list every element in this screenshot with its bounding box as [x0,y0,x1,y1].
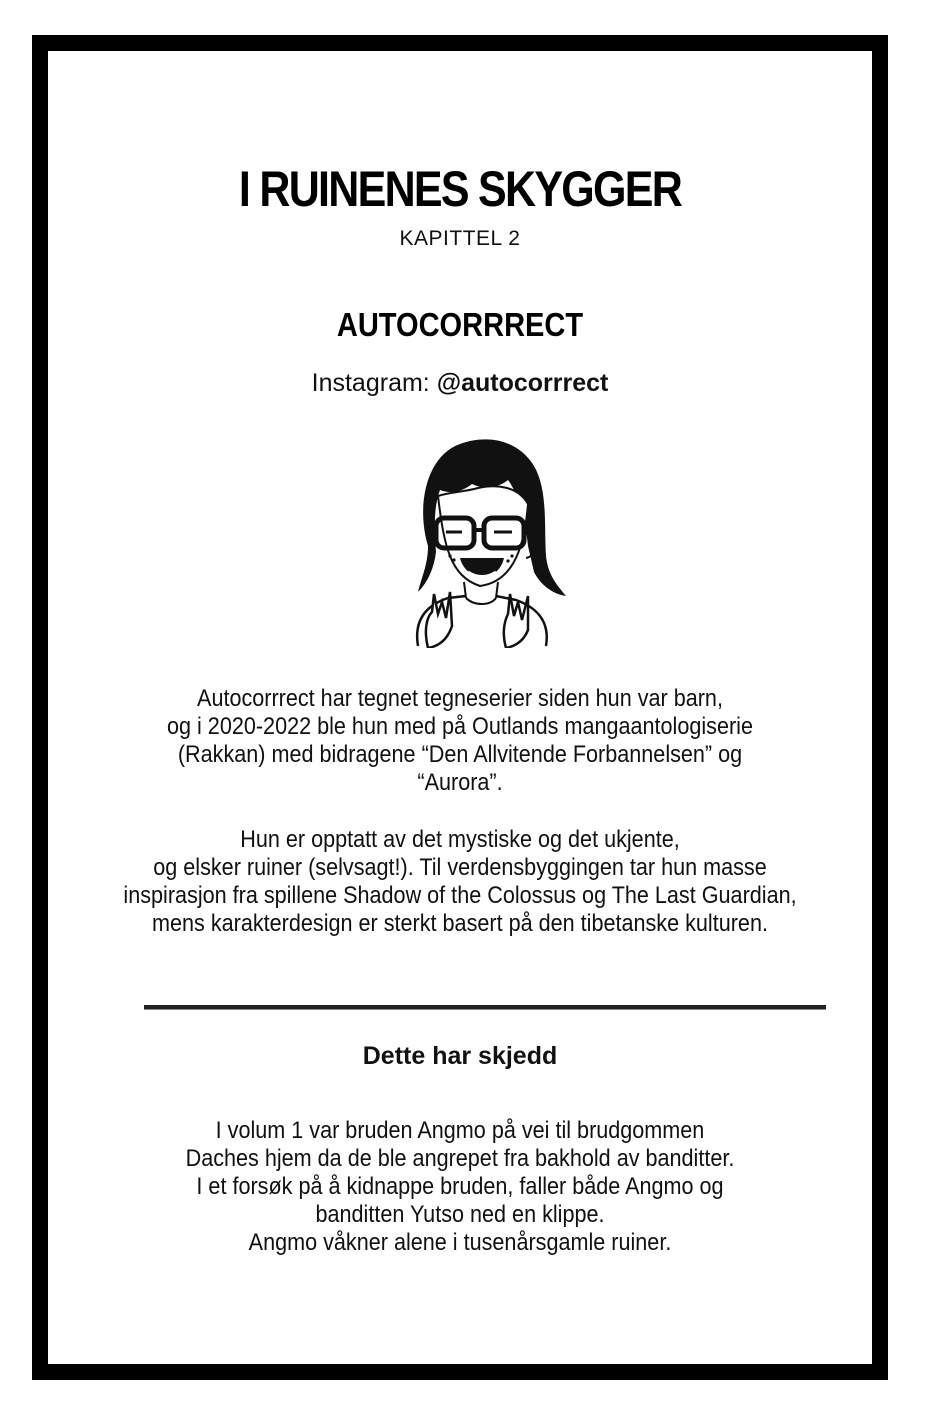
bio-paragraph-1 [89,685,831,797]
instagram-label: Instagram: [311,369,430,397]
bio-line: Autocorrrect har tegnet tegneserier siden hun var barn, [197,685,723,712]
bio-paragraph-2 [89,826,831,938]
summary-heading: Dette har skjedd [362,1042,558,1070]
summary-line: I et forsøk på å kidnappe bruden, faller både Angmo og [196,1173,724,1200]
page-frame [32,35,888,1380]
bio-line: Hun er opptatt av det mystiske og det ukjente, [240,826,680,853]
chapter-label: KAPITTEL 2 [399,227,521,250]
bio-line: og i 2020-2022 ble hun med på Outlands mangaantologiserie [166,713,754,740]
instagram-line [48,367,872,399]
author-name: AUTOCORRRECT [336,306,584,343]
instagram-handle[interactable]: @autocorrrect [436,369,609,397]
summary-paragraph [89,1117,831,1257]
author-portrait-icon [388,426,568,648]
bio-line: inspirasjon fra spillene Shadow of the Colossus og The Last Guardian, [123,882,797,909]
comic-title: I RUINENES SKYGGER [238,161,682,217]
summary-line: Angmo våkner alene i tusenårsgamle ruiner. [248,1229,672,1256]
bio-line: “Aurora”. [417,769,503,796]
bio-line: og elsker ruiner (selvsagt!). Til verdensbyggingen tar hun masse [153,854,767,881]
summary-line: Daches hjem da de ble angrepet fra bakhold av banditter. [185,1145,735,1172]
summary-line: banditten Yutso ned en klippe. [315,1201,605,1228]
section-divider [144,1005,826,1010]
summary-line: I volum 1 var bruden Angmo på vei til brudgommen [215,1117,705,1144]
bio-line: (Rakkan) med bidragene “Den Allvitende Forbannelsen” og [177,741,743,768]
bio-line: mens karakterdesign er sterkt basert på den tibetanske kulturen. [152,910,768,937]
